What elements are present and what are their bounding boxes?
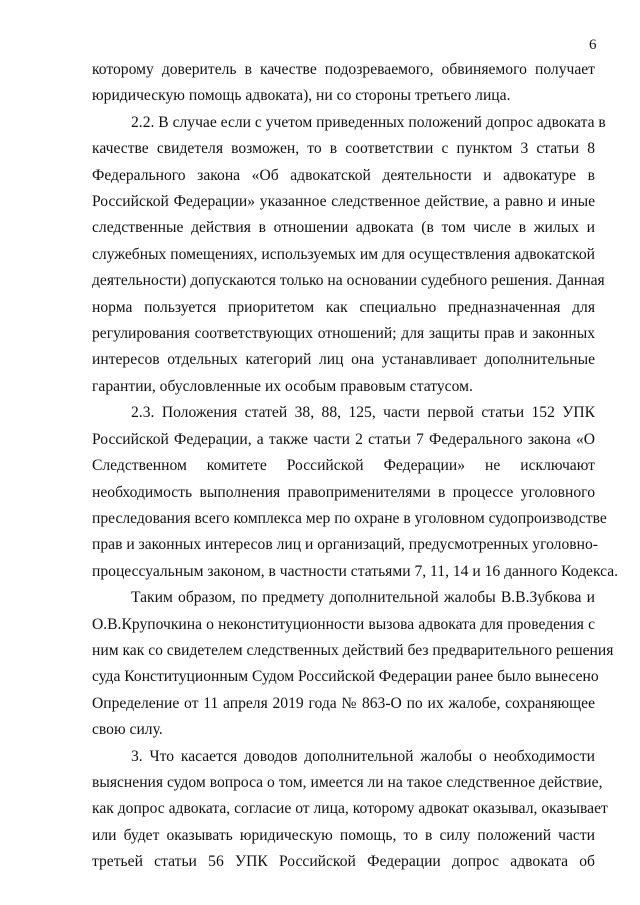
paragraph-2-3: [92, 400, 619, 585]
text-line: О.В.Крупочкина о неконституционности вызова адвоката для проведения с: [92, 615, 595, 633]
text-line: суда Конституционным Судом Российской Федерации ранее было вынесено: [92, 668, 599, 686]
text-line: интересов отдельных категорий лиц она устанавливает дополнительные: [92, 351, 595, 369]
paragraph-continuation: [92, 57, 595, 110]
text-line: или будет оказывать юридическую помощь, то в силу положений части: [92, 826, 595, 844]
text-line: юридическую помощь адвоката), ни со стороны третьего лица.: [92, 87, 511, 105]
text-line: Следственном комитете Российской Федерации» не исключают: [92, 457, 595, 475]
text-line: необходимость выполнения правоприменителями в процессе уголовного: [92, 483, 595, 501]
text-line: как допрос адвоката, согласие от лица, которому адвокат оказывал, оказывает: [92, 800, 608, 818]
paragraph-2-2: [92, 110, 606, 400]
text-line: следственные действия в отношении адвоката (в том числе в жилых и: [92, 219, 595, 237]
text-line: 2.2. В случае если с учетом приведенных положений допрос адвоката в: [131, 113, 606, 131]
text-line: свою силу.: [92, 721, 163, 739]
text-line: качестве свидетеля возможен, то в соответствии с пунктом 3 статьи 8: [92, 140, 595, 158]
text-line: Российской Федерации» указанное следственное действие, а равно и иные: [92, 193, 595, 211]
text-line: регулирования соответствующих отношений; для защиты прав и законных: [92, 325, 595, 343]
text-line: прав и законных интересов лиц и организаций, предусмотренных уголовно-: [92, 536, 598, 554]
text-line: процессуальным законом, в частности статьями 7, 11, 14 и 16 данного Кодекса.: [92, 562, 619, 580]
text-line: гарантии, обусловленные их особым правовым статусом.: [92, 377, 473, 395]
text-line: 3. Что касается доводов дополнительной жалобы о необходимости: [131, 747, 595, 765]
text-line: деятельности) допускаются только на основании судебного решения. Данная: [92, 272, 605, 290]
document-body: [92, 57, 619, 876]
text-line: Определение от 11 апреля 2019 года № 863-О по их жалобе, сохраняющее: [92, 694, 595, 712]
text-line: выяснения судом вопроса о том, имеется ли на такое следственное действие,: [92, 773, 603, 791]
text-line: норма пользуется приоритетом как специально предназначенная для: [92, 298, 595, 316]
text-line: 2.3. Положения статей 38, 88, 125, части первой статьи 152 УПК: [131, 404, 595, 422]
text-line: ним как со свидетелем следственных действий без предварительного решения: [92, 641, 614, 659]
text-line: Российской Федерации, а также части 2 статьи 7 Федерального закона «О: [92, 430, 595, 448]
text-line: третьей статьи 56 УПК Российской Федерации допрос адвоката об: [92, 853, 595, 871]
text-line: Таким образом, по предмету дополнительной жалобы В.В.Зубкова и: [131, 589, 595, 607]
text-line: преследования всего комплекса мер по охране в уголовном судопроизводстве: [92, 509, 607, 527]
text-line: Федерального закона «Об адвокатской деятельности и адвокатуре в: [92, 166, 595, 184]
paragraph-3: [92, 744, 608, 876]
text-line: служебных помещениях, используемых им для осуществления адвокатской: [92, 245, 595, 263]
page-number: 6: [589, 37, 597, 53]
text-line: которому доверитель в качестве подозреваемого, обвиняемого получает: [92, 61, 595, 78]
paragraph-conclusion: [92, 585, 614, 743]
